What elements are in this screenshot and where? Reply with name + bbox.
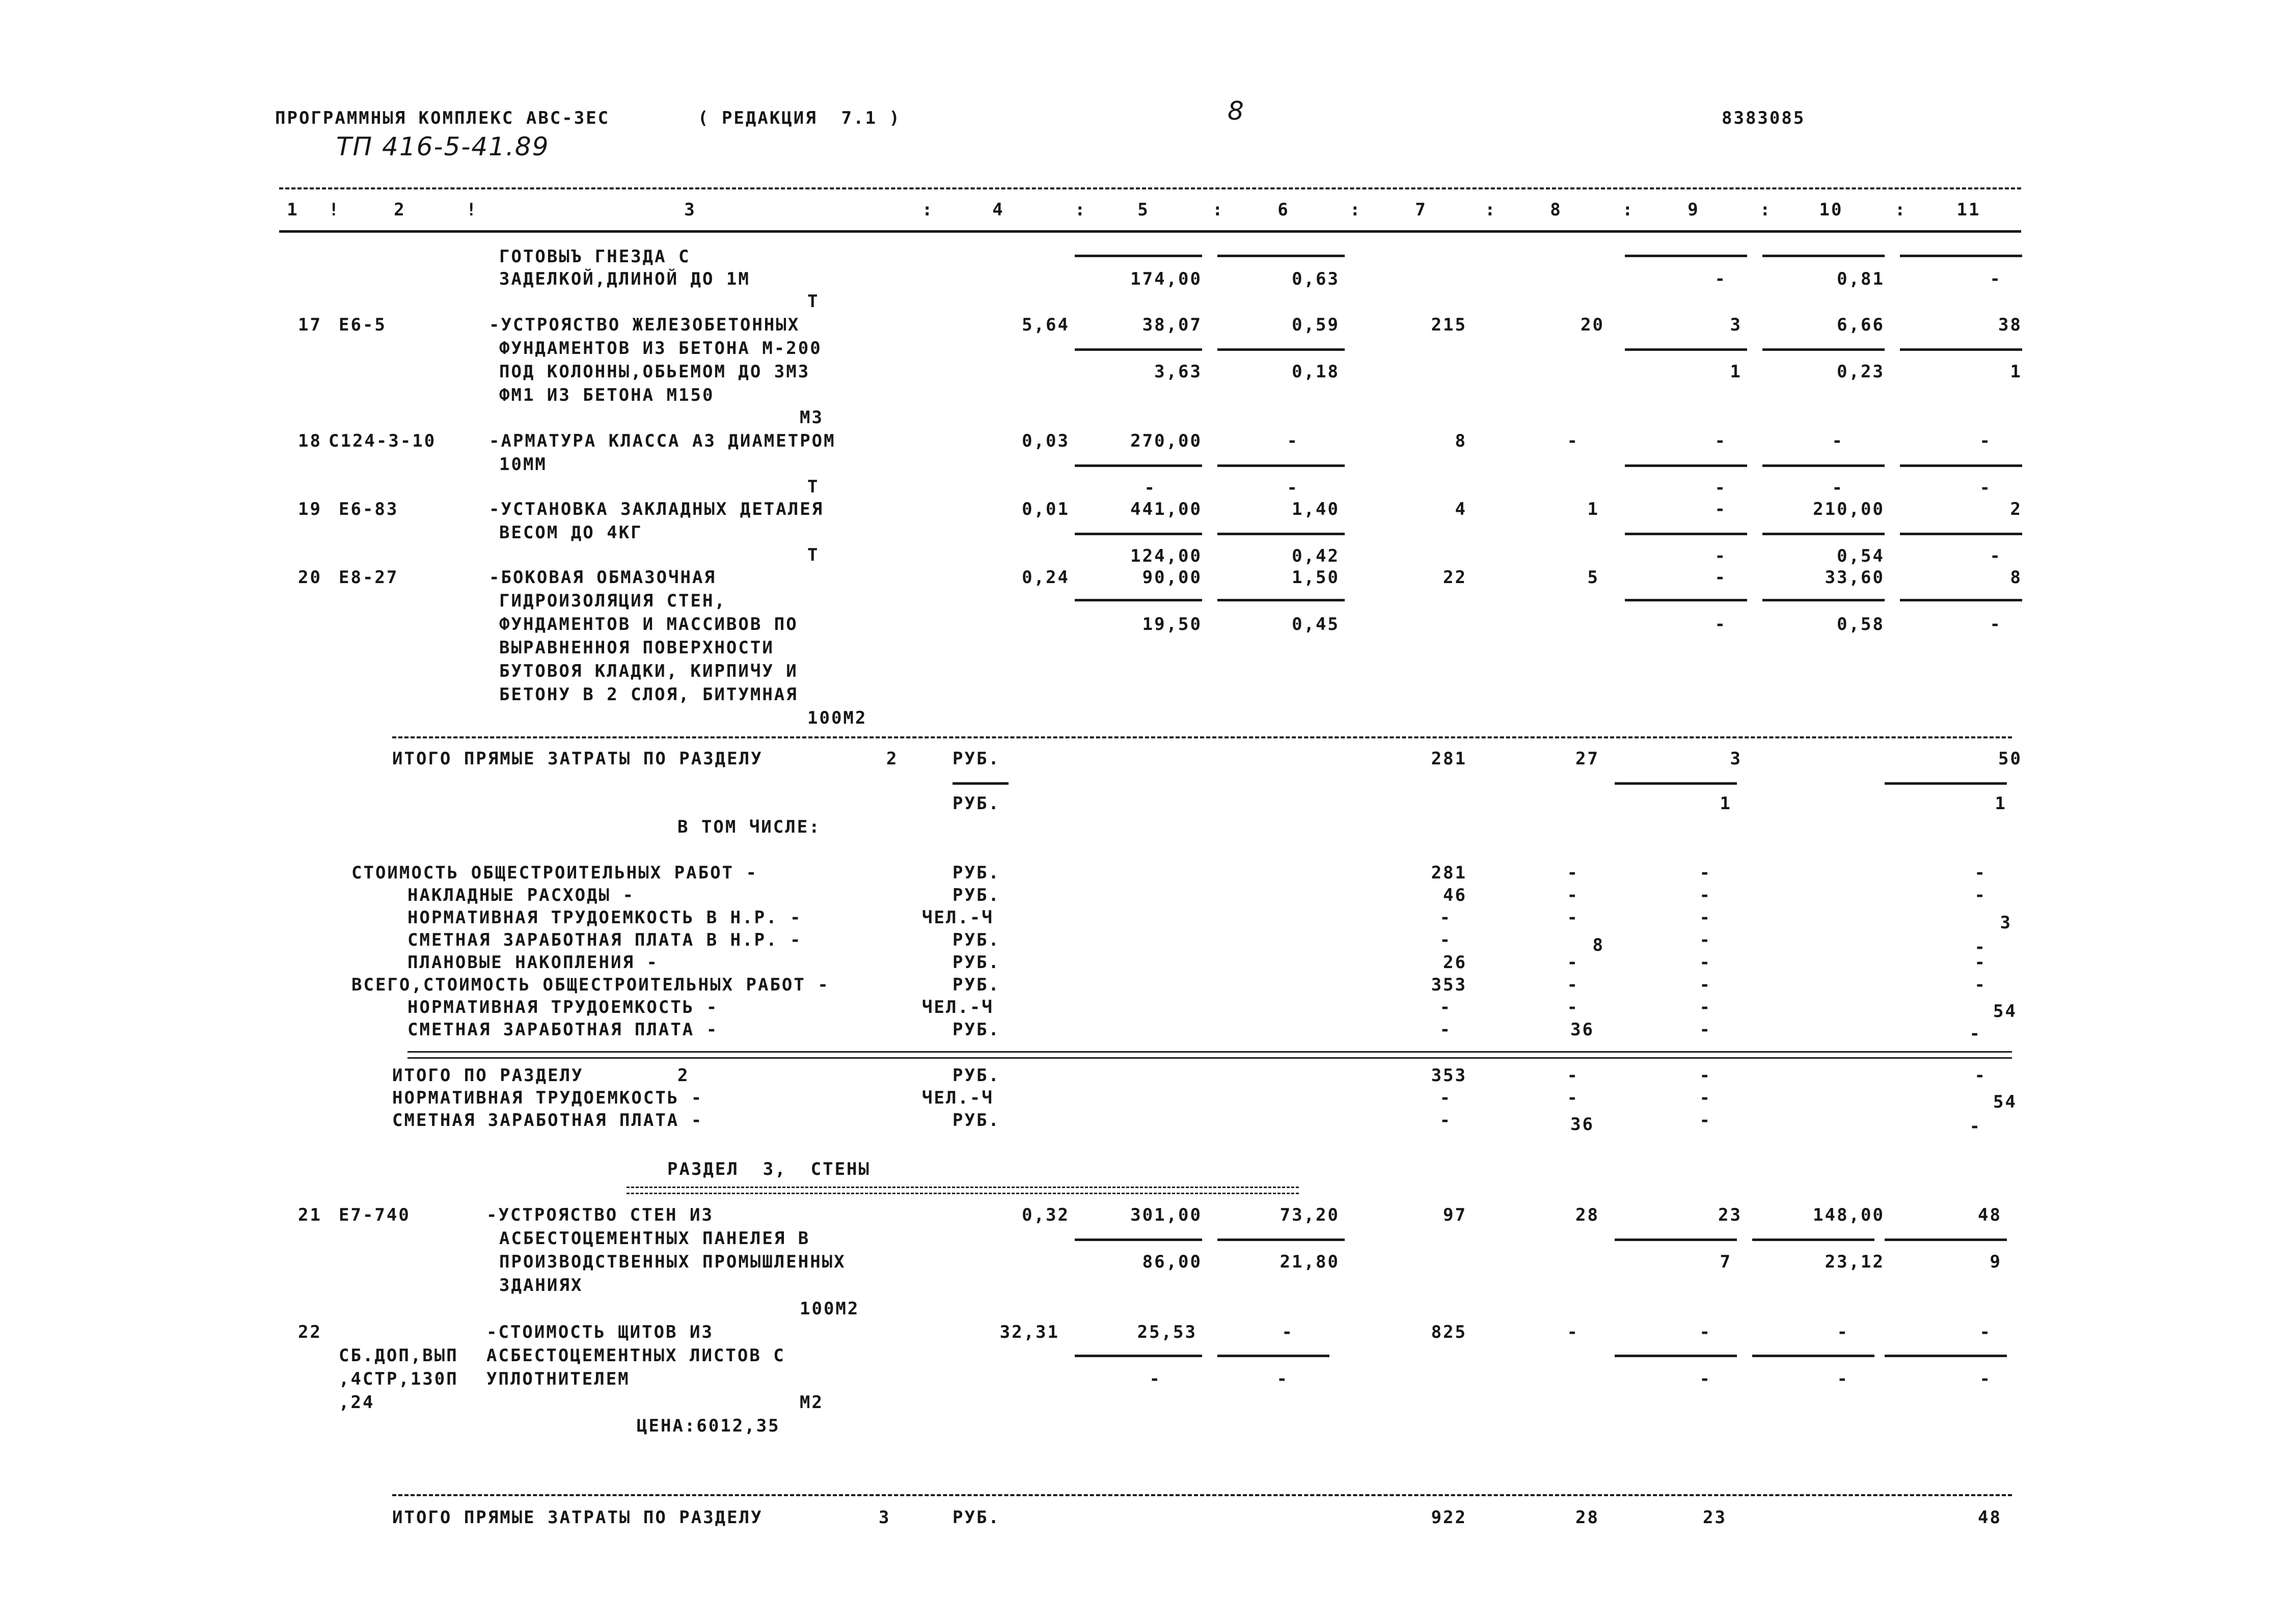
column-header-11: 11 bbox=[1956, 200, 1981, 220]
item-description: АСБЕСТОЦЕМЕНТНЫХ ЛИСТОВ С bbox=[486, 1345, 785, 1366]
column-separator: : bbox=[1760, 200, 1772, 220]
breakdown-unit: РУБ. bbox=[953, 863, 1000, 883]
cell-col10: 148,00 bbox=[1813, 1205, 1885, 1225]
column-header-5: 5 bbox=[1137, 200, 1150, 220]
cell-col6-secondary: - bbox=[1276, 1369, 1289, 1389]
column-separator: ! bbox=[466, 200, 478, 220]
rule bbox=[1615, 1238, 1737, 1241]
breakdown-col11: - bbox=[1974, 975, 1986, 995]
cell-col9: - bbox=[1715, 567, 1727, 588]
cell-col11-secondary: - bbox=[1990, 546, 2002, 566]
section-total-col7: - bbox=[1439, 1088, 1452, 1108]
breakdown-col7: - bbox=[1439, 907, 1452, 928]
cell-col5: 301,00 bbox=[1130, 1205, 1202, 1225]
cell-col9-secondary: - bbox=[1699, 1369, 1711, 1389]
breakdown-col8: - bbox=[1567, 885, 1579, 905]
section-total-col7: 353 bbox=[1431, 1065, 1467, 1086]
section-total-col9: - bbox=[1699, 1088, 1711, 1108]
total-col7: 281 bbox=[1431, 749, 1467, 769]
edition-label: ( РЕДАКЦИЯ 7.1 ) bbox=[698, 108, 901, 128]
breakdown-col11: 54 bbox=[1993, 1001, 2017, 1022]
rule bbox=[1625, 255, 1747, 257]
header-top-rule bbox=[279, 187, 2021, 189]
rule bbox=[1885, 1355, 2007, 1357]
rule bbox=[1615, 782, 1737, 785]
unit-of-measure: 100М2 bbox=[807, 708, 867, 728]
column-separator: : bbox=[922, 200, 934, 220]
rule bbox=[1900, 348, 2022, 351]
breakdown-col9: - bbox=[1699, 952, 1711, 973]
section-heading: РАЗДЕЛ 3, СТЕНЫ bbox=[667, 1159, 870, 1179]
total-col9: 23 bbox=[1703, 1507, 1727, 1528]
breakdown-col7: 26 bbox=[1443, 952, 1467, 973]
row-number: 18 bbox=[298, 431, 322, 451]
breakdown-unit: РУБ. bbox=[953, 952, 1000, 973]
breakdown-col7: 353 bbox=[1431, 975, 1467, 995]
rule bbox=[1217, 599, 1345, 601]
cell-col9-secondary: - bbox=[1715, 614, 1727, 635]
cell-col6-secondary: 0,45 bbox=[1292, 614, 1340, 635]
cell-col5-secondary: - bbox=[1149, 1369, 1161, 1389]
section-total-number: 2 bbox=[677, 1065, 690, 1086]
cell-col4: 0,01 bbox=[1022, 499, 1070, 519]
unit-of-measure: М2 bbox=[800, 1392, 824, 1413]
cell-col11-secondary: 9 bbox=[1990, 1252, 2002, 1272]
section-total-label: СМЕТНАЯ ЗАРАБОТНАЯ ПЛАТА - bbox=[392, 1110, 703, 1131]
cell-col8: 5 bbox=[1587, 567, 1599, 588]
breakdown-col9: - bbox=[1699, 907, 1711, 928]
item-description: ВЫРАВНЕННОЯ ПОВЕРХНОСТИ bbox=[499, 638, 774, 658]
column-header-3: 3 bbox=[684, 200, 696, 220]
cell-col5: 270,00 bbox=[1130, 431, 1202, 451]
breakdown-col9: - bbox=[1699, 997, 1711, 1017]
breakdown-col11: - bbox=[1974, 937, 1986, 957]
breakdown-label: ПЛАНОВЫЕ НАКОПЛЕНИЯ - bbox=[407, 952, 659, 973]
cell-col11: - bbox=[1990, 269, 2002, 289]
row-number: 21 bbox=[298, 1205, 322, 1225]
rate-code: СБ.ДОП,ВЫП bbox=[339, 1345, 458, 1366]
unit-of-measure: М3 bbox=[800, 407, 824, 428]
rule bbox=[1762, 255, 1885, 257]
cell-col8: 1 bbox=[1587, 499, 1599, 519]
section-rule bbox=[392, 736, 2012, 738]
section-total-unit: ЧЕЛ.-Ч bbox=[922, 1088, 994, 1108]
cell-col11-secondary: - bbox=[1979, 478, 1992, 498]
rate-code: ,4СТР,130П bbox=[339, 1369, 458, 1389]
cell-col11-secondary: 1 bbox=[2010, 362, 2022, 382]
column-separator: : bbox=[1485, 200, 1497, 220]
breakdown-unit: ЧЕЛ.-Ч bbox=[922, 997, 994, 1017]
cell-col10: - bbox=[1832, 431, 1844, 451]
cell-col5: 174,00 bbox=[1130, 269, 1202, 289]
cell-col9-secondary: - bbox=[1715, 478, 1727, 498]
row-number: 20 bbox=[298, 567, 322, 588]
cell-col10-secondary: 0,23 bbox=[1837, 362, 1885, 382]
total-col9-secondary: 1 bbox=[1720, 793, 1732, 814]
cell-col9: 23 bbox=[1718, 1205, 1742, 1225]
column-separator: : bbox=[1075, 200, 1087, 220]
section-total-col8: - bbox=[1567, 1065, 1579, 1086]
rule bbox=[1217, 1238, 1345, 1241]
total-col9: 3 bbox=[1730, 749, 1742, 769]
cell-col8: 20 bbox=[1581, 315, 1604, 335]
breakdown-col7: - bbox=[1439, 1020, 1452, 1040]
rule bbox=[1885, 782, 2007, 785]
item-description: -АРМАТУРА КЛАССА А3 ДИАМЕТРОМ bbox=[489, 431, 836, 451]
total-col7: 922 bbox=[1431, 1507, 1467, 1528]
rule bbox=[1762, 533, 1885, 535]
total-unit-secondary: РУБ. bbox=[953, 793, 1000, 814]
rule bbox=[1217, 533, 1345, 535]
unit-of-measure: Т bbox=[807, 545, 820, 565]
rule bbox=[1075, 599, 1202, 601]
breakdown-col7: 281 bbox=[1431, 863, 1467, 883]
cell-col5-secondary: 3,63 bbox=[1154, 362, 1202, 382]
item-description: -УСТАНОВКА ЗАКЛАДНЫХ ДЕТАЛЕЯ bbox=[489, 499, 824, 519]
total-direct-costs-label: ИТОГО ПРЯМЫЕ ЗАТРАТЫ ПО РАЗДЕЛУ bbox=[392, 1507, 763, 1528]
item-description: -СТОИМОСТЬ ЩИТОВ ИЗ bbox=[486, 1322, 714, 1342]
breakdown-unit: РУБ. bbox=[953, 885, 1000, 905]
total-unit: РУБ. bbox=[953, 749, 1000, 769]
breakdown-label: СМЕТНАЯ ЗАРАБОТНАЯ ПЛАТА В Н.Р. - bbox=[407, 930, 802, 950]
cell-col6-secondary: 21,80 bbox=[1280, 1252, 1340, 1272]
column-header-4: 4 bbox=[992, 200, 1004, 220]
breakdown-col9: - bbox=[1699, 885, 1711, 905]
rule bbox=[1752, 1238, 1874, 1241]
total-col8: 27 bbox=[1575, 749, 1599, 769]
rule bbox=[1217, 464, 1345, 467]
section-rule bbox=[392, 1494, 2012, 1496]
item-description: ФМ1 ИЗ БЕТОНА М150 bbox=[499, 385, 715, 405]
cell-col4: 5,64 bbox=[1022, 315, 1070, 335]
cell-col6-secondary: 0,42 bbox=[1292, 546, 1340, 566]
cell-col7: 22 bbox=[1443, 567, 1467, 588]
column-header-7: 7 bbox=[1415, 200, 1427, 220]
rule bbox=[1762, 464, 1885, 467]
cell-col10-secondary: 0,58 bbox=[1837, 614, 1885, 635]
unit-of-measure: Т bbox=[807, 477, 820, 497]
cell-col6: - bbox=[1287, 431, 1299, 451]
unit-price: ЦЕНА:6012,35 bbox=[637, 1416, 780, 1436]
cell-col8: - bbox=[1567, 431, 1579, 451]
cell-col10: 210,00 bbox=[1813, 499, 1885, 519]
breakdown-col8: - bbox=[1567, 907, 1579, 928]
cell-col5-secondary: 86,00 bbox=[1142, 1252, 1202, 1272]
item-description: -УСТРОЯСТВО СТЕН ИЗ bbox=[486, 1205, 714, 1225]
section-total-col11: 54 bbox=[1993, 1092, 2017, 1112]
breakdown-col11: - bbox=[1974, 863, 1986, 883]
rule bbox=[1075, 255, 1202, 257]
row-number: 17 bbox=[298, 315, 322, 335]
item-description: ПОД КОЛОННЫ,ОБЬЕМОМ ДО 3М3 bbox=[499, 362, 810, 382]
breakdown-unit: РУБ. bbox=[953, 975, 1000, 995]
rule bbox=[1625, 533, 1747, 535]
header-bottom-rule bbox=[279, 230, 2021, 233]
rule bbox=[1762, 348, 1885, 351]
item-description: ЗДАНИЯХ bbox=[499, 1275, 583, 1296]
rate-code: Е8-27 bbox=[339, 567, 399, 588]
breakdown-label: НОРМАТИВНАЯ ТРУДОЕМКОСТЬ - bbox=[407, 997, 719, 1017]
column-separator: ! bbox=[329, 200, 341, 220]
cell-col5: 38,07 bbox=[1142, 315, 1202, 335]
total-col8: 28 bbox=[1575, 1507, 1599, 1528]
cell-col10: 6,66 bbox=[1837, 315, 1885, 335]
item-description: ФУНДАМЕНТОВ И МАССИВОВ ПО bbox=[499, 614, 798, 635]
breakdown-col9: - bbox=[1699, 1020, 1711, 1040]
column-separator: : bbox=[1895, 200, 1907, 220]
rule bbox=[1625, 348, 1747, 351]
cell-col6: 1,40 bbox=[1292, 499, 1340, 519]
cell-col11-secondary: - bbox=[1979, 1369, 1992, 1389]
section-total-label: НОРМАТИВНАЯ ТРУДОЕМКОСТЬ - bbox=[392, 1088, 703, 1108]
section-total-col11: - bbox=[1969, 1116, 1981, 1137]
cell-col6: 73,20 bbox=[1280, 1205, 1340, 1225]
cell-col7: 97 bbox=[1443, 1205, 1467, 1225]
item-description: ГОТОВЫЪ ГНЕЗДА С bbox=[499, 246, 691, 267]
rule bbox=[1885, 1238, 2007, 1241]
column-header-1: 1 bbox=[287, 200, 299, 220]
breakdown-col9: - bbox=[1699, 975, 1711, 995]
cell-col6: 0,59 bbox=[1292, 315, 1340, 335]
cell-col11: - bbox=[1979, 1322, 1992, 1342]
column-header-6: 6 bbox=[1277, 200, 1290, 220]
rule bbox=[1900, 464, 2022, 467]
item-description: УПЛОТНИТЕЛЕМ bbox=[486, 1369, 630, 1389]
rule bbox=[1625, 599, 1747, 601]
cell-col10-secondary: - bbox=[1832, 478, 1844, 498]
rule bbox=[1625, 464, 1747, 467]
cell-col7: 4 bbox=[1455, 499, 1467, 519]
total-section-number: 3 bbox=[879, 1507, 891, 1528]
rule bbox=[1075, 348, 1202, 351]
total-col11: 48 bbox=[1978, 1507, 2002, 1528]
breakdown-unit: РУБ. bbox=[953, 1020, 1000, 1040]
breakdown-col7: - bbox=[1439, 997, 1452, 1017]
cell-col6: 1,50 bbox=[1292, 567, 1340, 588]
rule bbox=[1762, 599, 1885, 601]
breakdown-col8: - bbox=[1567, 863, 1579, 883]
row-number: 19 bbox=[298, 499, 322, 519]
cell-col6: - bbox=[1282, 1322, 1294, 1342]
item-description: ГИДРОИЗОЛЯЦИЯ СТЕН, bbox=[499, 591, 726, 611]
breakdown-col8: - bbox=[1567, 952, 1579, 973]
rule bbox=[1217, 255, 1345, 257]
item-description: БУТОВОЯ КЛАДКИ, КИРПИЧУ И bbox=[499, 661, 798, 681]
cell-col5: 90,00 bbox=[1142, 567, 1202, 588]
item-description: 10ММ bbox=[499, 454, 547, 475]
cell-col7: 8 bbox=[1455, 431, 1467, 451]
cell-col10: 0,81 bbox=[1837, 269, 1885, 289]
cell-col4: 0,03 bbox=[1022, 431, 1070, 451]
breakdown-col8: - bbox=[1567, 997, 1579, 1017]
program-title: ПРОГРАММНЫЯ КОМПЛЕКС АВС-3ЕС bbox=[275, 108, 610, 128]
cell-col9-secondary: 7 bbox=[1720, 1252, 1732, 1272]
rule bbox=[1900, 533, 2022, 535]
item-description: ВЕСОМ ДО 4КГ bbox=[499, 522, 643, 543]
cell-col9: - bbox=[1715, 431, 1727, 451]
cell-col11: 48 bbox=[1978, 1205, 2002, 1225]
rule bbox=[1217, 348, 1345, 351]
rule bbox=[1900, 599, 2022, 601]
total-direct-costs-label: ИТОГО ПРЯМЫЕ ЗАТРАТЫ ПО РАЗДЕЛУ bbox=[392, 749, 763, 769]
item-description: БЕТОНУ В 2 СЛОЯ, БИТУМНАЯ bbox=[499, 684, 798, 705]
section-total-col8: - bbox=[1567, 1088, 1579, 1108]
rule bbox=[953, 782, 1009, 785]
breakdown-col9: - bbox=[1699, 863, 1711, 883]
item-description: ПРОИЗВОДСТВЕННЫХ ПРОМЫШЛЕННЫХ bbox=[499, 1252, 846, 1272]
cell-col5-secondary: - bbox=[1144, 478, 1156, 498]
total-section-number: 2 bbox=[886, 749, 899, 769]
section-total-col9: - bbox=[1699, 1110, 1711, 1131]
item-description: ЗАДЕЛКОЙ,ДЛИНОЙ ДО 1М bbox=[499, 269, 750, 289]
cell-col6-secondary: 0,18 bbox=[1292, 362, 1340, 382]
column-header-8: 8 bbox=[1550, 200, 1562, 220]
breakdown-label: СМЕТНАЯ ЗАРАБОТНАЯ ПЛАТА - bbox=[407, 1020, 719, 1040]
breakdown-label: НАКЛАДНЫЕ РАСХОДЫ - bbox=[407, 885, 635, 905]
cell-col4: 0,24 bbox=[1022, 567, 1070, 588]
item-description: ФУНДАМЕНТОВ ИЗ БЕТОНА М-200 bbox=[499, 338, 822, 359]
section-total-col11: - bbox=[1974, 1065, 1986, 1086]
breakdown-col11: - bbox=[1974, 885, 1986, 905]
cell-col10: 33,60 bbox=[1825, 567, 1885, 588]
section-total-double-rule bbox=[407, 1051, 2012, 1059]
cell-col7: 825 bbox=[1431, 1322, 1467, 1342]
cell-col11: 8 bbox=[2010, 567, 2022, 588]
cell-col8: - bbox=[1567, 1322, 1579, 1342]
row-number: 22 bbox=[298, 1322, 322, 1342]
cell-col9-secondary: - bbox=[1715, 546, 1727, 566]
cell-col5-secondary: 124,00 bbox=[1130, 546, 1202, 566]
cell-col8: 28 bbox=[1575, 1205, 1599, 1225]
section-total-col7: - bbox=[1439, 1110, 1452, 1131]
cell-col9: 3 bbox=[1730, 315, 1742, 335]
column-separator: : bbox=[1622, 200, 1635, 220]
section-total-unit: РУБ. bbox=[953, 1110, 1000, 1131]
breakdown-unit: РУБ. bbox=[953, 930, 1000, 950]
cell-col9: - bbox=[1699, 1322, 1711, 1342]
breakdown-col8: 36 bbox=[1570, 1020, 1594, 1040]
unit-of-measure: Т bbox=[807, 291, 820, 312]
breakdown-label: СТОИМОСТЬ ОБЩЕСТРОИТЕЛЬНЫХ РАБОТ - bbox=[351, 863, 758, 883]
rule bbox=[1217, 1355, 1329, 1357]
breakdown-col8: 8 bbox=[1592, 935, 1604, 955]
column-separator: : bbox=[1350, 200, 1362, 220]
breakdown-col7: 46 bbox=[1443, 885, 1467, 905]
breakdown-label: НОРМАТИВНАЯ ТРУДОЕМКОСТЬ В Н.Р. - bbox=[407, 907, 802, 928]
cell-col6: 0,63 bbox=[1292, 269, 1340, 289]
rate-code: Е6-83 bbox=[339, 499, 399, 519]
cell-col9-secondary: 1 bbox=[1730, 362, 1742, 382]
rule bbox=[1075, 533, 1202, 535]
cell-col10-secondary: 0,54 bbox=[1837, 546, 1885, 566]
total-unit: РУБ. bbox=[953, 1507, 1000, 1528]
unit-of-measure: 100М2 bbox=[800, 1299, 860, 1319]
handwritten-project-ref: ТП 416-5-41.89 bbox=[336, 132, 550, 161]
rule bbox=[1075, 1238, 1202, 1241]
rule bbox=[1075, 464, 1202, 467]
cell-col5-secondary: 19,50 bbox=[1142, 614, 1202, 635]
rate-code: С124-3-10 bbox=[329, 431, 437, 451]
breakdown-col11: - bbox=[1974, 952, 1986, 973]
cell-col4: 32,31 bbox=[999, 1322, 1059, 1342]
rule bbox=[1752, 1355, 1874, 1357]
page-number: 8 bbox=[1228, 96, 1245, 126]
breakdown-col9: - bbox=[1699, 930, 1711, 950]
cell-col4: 0,32 bbox=[1022, 1205, 1070, 1225]
breakdown-unit: ЧЕЛ.-Ч bbox=[922, 907, 994, 928]
breakdown-col8: - bbox=[1567, 975, 1579, 995]
item-description: АСБЕСТОЦЕМЕНТНЫХ ПАНЕЛЕЯ В bbox=[499, 1228, 810, 1249]
column-header-10: 10 bbox=[1819, 200, 1843, 220]
cell-col5: 25,53 bbox=[1137, 1322, 1197, 1342]
section-total-unit: РУБ. bbox=[953, 1065, 1000, 1086]
cell-col6-secondary: - bbox=[1287, 478, 1299, 498]
total-col11-secondary: 1 bbox=[1995, 793, 2007, 814]
section-total-col9: - bbox=[1699, 1065, 1711, 1086]
item-description: -БОКОВАЯ ОБМАЗОЧНАЯ bbox=[489, 567, 716, 588]
rule bbox=[1615, 1355, 1737, 1357]
rate-code: Е7-740 bbox=[339, 1205, 411, 1225]
breakdown-label: ВСЕГО,СТОИМОСТЬ ОБЩЕСТРОИТЕЛЬНЫХ РАБОТ - bbox=[351, 975, 830, 995]
section-total-label: ИТОГО ПО РАЗДЕЛУ bbox=[392, 1065, 584, 1086]
rule bbox=[1900, 255, 2022, 257]
column-separator: : bbox=[1212, 200, 1224, 220]
cell-col5: 441,00 bbox=[1130, 499, 1202, 519]
cell-col11-secondary: - bbox=[1990, 614, 2002, 635]
rule bbox=[1075, 1355, 1202, 1357]
cell-col10-secondary: - bbox=[1837, 1369, 1849, 1389]
cell-col10-secondary: 23,12 bbox=[1825, 1252, 1885, 1272]
breakdown-col7: - bbox=[1439, 930, 1452, 950]
document-code: 8383085 bbox=[1722, 108, 1806, 128]
cell-col11: - bbox=[1979, 431, 1992, 451]
cell-col9: - bbox=[1715, 269, 1727, 289]
total-col11: 50 bbox=[1998, 749, 2022, 769]
section-total-col8: 36 bbox=[1570, 1114, 1594, 1135]
cell-col11: 2 bbox=[2010, 499, 2022, 519]
including-label: В ТОМ ЧИСЛЕ: bbox=[677, 817, 821, 837]
cell-col7: 215 bbox=[1431, 315, 1467, 335]
cell-col11: 38 bbox=[1998, 315, 2022, 335]
breakdown-col11: - bbox=[1969, 1024, 1981, 1044]
breakdown-col11: 3 bbox=[2000, 913, 2012, 933]
item-description: -УСТРОЯСТВО ЖЕЛЕЗОБЕТОННЫХ bbox=[489, 315, 800, 335]
cell-col10: - bbox=[1837, 1322, 1849, 1342]
cell-col9: - bbox=[1715, 499, 1727, 519]
rate-code: Е6-5 bbox=[339, 315, 387, 335]
section-heading-underline bbox=[627, 1187, 1299, 1194]
column-header-2: 2 bbox=[394, 200, 406, 220]
rate-code: ,24 bbox=[339, 1392, 375, 1413]
column-header-9: 9 bbox=[1688, 200, 1700, 220]
